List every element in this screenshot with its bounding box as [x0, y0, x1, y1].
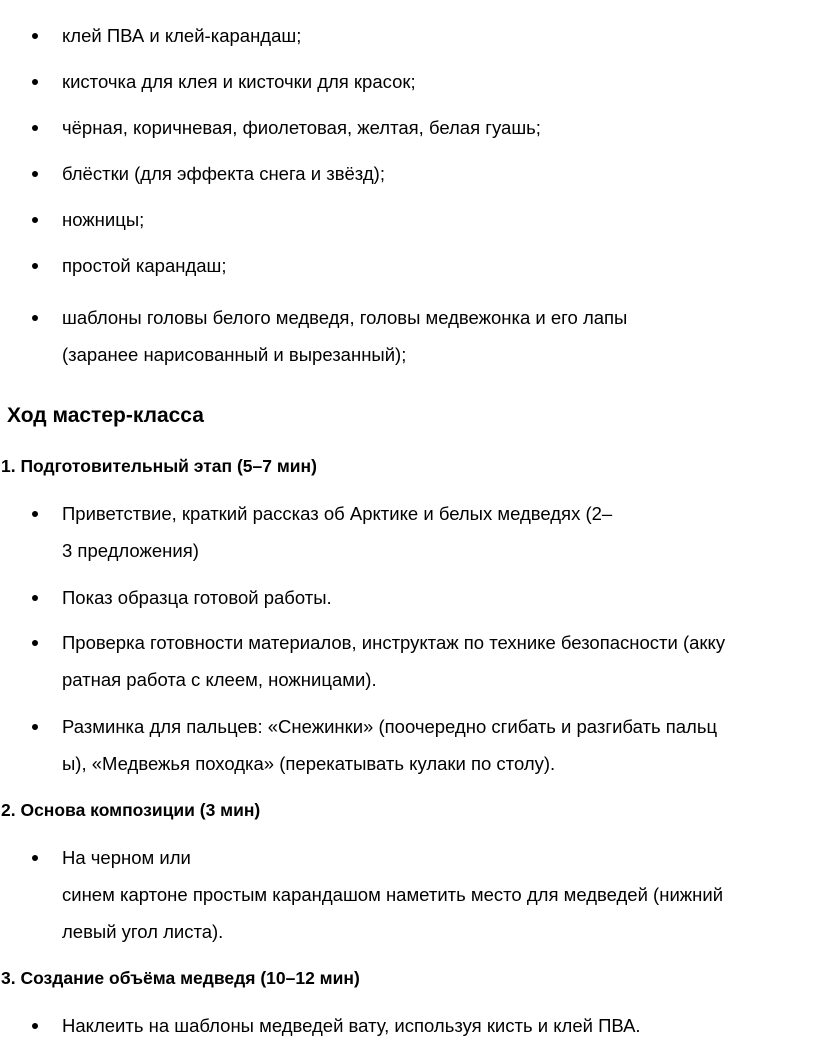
- bullet-icon: [32, 724, 38, 730]
- list-item-text: простой карандаш;: [62, 255, 227, 276]
- bullet-icon: [32, 217, 38, 223]
- list-item-text: Наклеить на шаблоны медведей вату, используя кисть и клей ПВА.: [62, 1015, 641, 1036]
- section-heading: Ход мастер-класса: [7, 404, 204, 427]
- bullet-icon: [32, 855, 38, 861]
- section-title: 1. Подготовительный этап (5–7 мин): [1, 456, 317, 476]
- bullet-icon: [32, 33, 38, 39]
- bullet-icon: [32, 263, 38, 269]
- bullet-icon: [32, 595, 38, 601]
- list-item-text: Проверка готовности материалов, инструктаж по технике безопасности (акку: [62, 632, 726, 653]
- list-item-text: блёстки (для эффекта снега и звёзд);: [62, 163, 385, 184]
- bullet-icon: [32, 640, 38, 646]
- section-title: 2. Основа композиции (3 мин): [1, 800, 261, 820]
- list-item-text: левый угол листа).: [62, 921, 224, 942]
- list-item-text: чёрная, коричневая, фиолетовая, желтая, белая гуашь;: [62, 117, 541, 138]
- list-item-text: 3 предложения): [62, 540, 199, 561]
- list-item-text: ы), «Медвежья походка» (перекатывать кулаки по столу).: [62, 753, 556, 774]
- list-item-text: шаблоны головы белого медведя, головы медвежонка и его лапы: [62, 307, 628, 328]
- list-item-text: Разминка для пальцев: «Снежинки» (поочередно сгибать и разгибать пальц: [62, 716, 718, 737]
- list-item-text: клей ПВА и клей-карандаш;: [62, 25, 302, 46]
- list-item-text: Приветствие, краткий рассказ об Арктике и белых медведях (2–: [62, 503, 613, 524]
- list-item-text: Показ образца готовой работы.: [62, 587, 332, 608]
- list-item-text: кисточка для клея и кисточки для красок;: [62, 71, 416, 92]
- bullet-icon: [32, 511, 38, 517]
- list-item-text: ратная работа с клеем, ножницами).: [62, 669, 377, 690]
- bullet-icon: [32, 171, 38, 177]
- list-item-text: На черном или: [62, 847, 191, 868]
- bullet-icon: [32, 1023, 38, 1029]
- bullet-icon: [32, 79, 38, 85]
- list-item-text: ножницы;: [62, 209, 145, 230]
- section-title: 3. Создание объёма медведя (10–12 мин): [1, 968, 360, 988]
- bullet-icon: [32, 125, 38, 131]
- list-item-text: (заранее нарисованный и вырезанный);: [62, 344, 407, 365]
- bullet-icon: [32, 315, 38, 321]
- list-item-text: синем картоне простым карандашом наметить место для медведей (нижний: [62, 884, 724, 905]
